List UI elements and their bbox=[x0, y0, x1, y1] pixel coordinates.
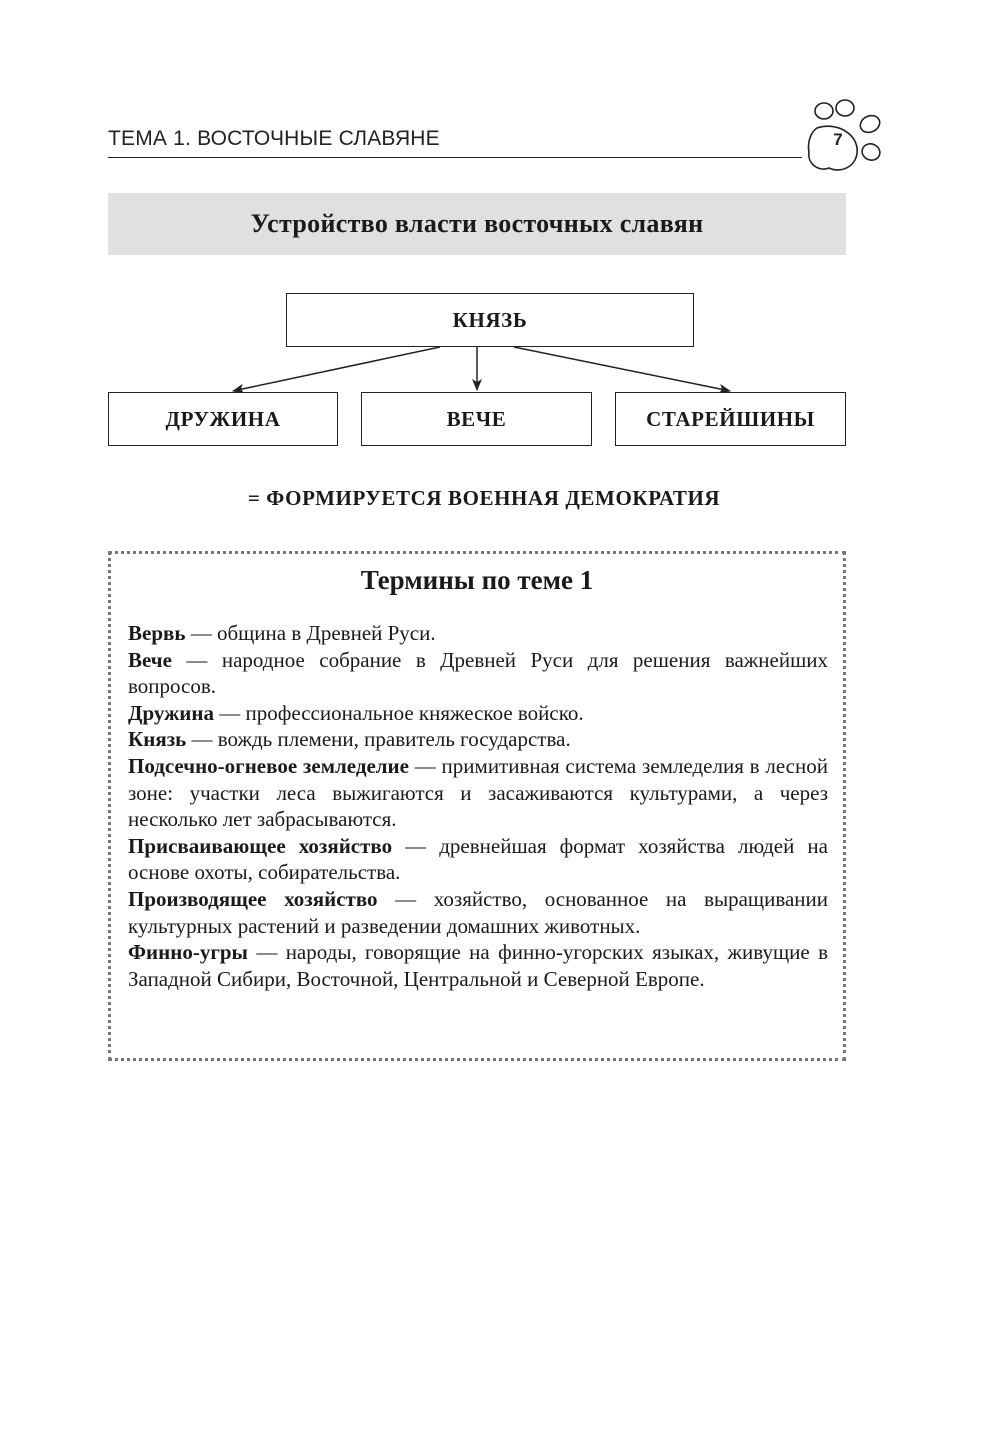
term-name: Присваивающее хозяйство bbox=[128, 833, 393, 858]
terms-title: Термины по теме 1 bbox=[360, 565, 594, 595]
veche-box bbox=[361, 392, 592, 446]
term-name: Дружина bbox=[128, 700, 214, 725]
term-definition: — примитивная система земледелия в лесной зоне: участки леса выжигаются и засаживаются культурами, а через несколько лет забрасываются. bbox=[128, 753, 828, 832]
diagram-result: = ФОРМИРУЕТСЯ ВОЕННАЯ ДЕМОКРАТИЯ bbox=[247, 486, 721, 510]
veche-label: ВЕЧЕ bbox=[446, 406, 507, 431]
term-definition: — община в Древней Руси. bbox=[185, 621, 436, 645]
running-header: ТЕМА 1. ВОСТОЧНЫЕ СЛАВЯНЕ bbox=[108, 127, 440, 150]
term-name: Подсечно-огневое земледелие bbox=[128, 753, 409, 778]
term-entry bbox=[128, 833, 828, 886]
prince-label: КНЯЗЬ bbox=[452, 307, 528, 332]
term-definition: — народное собрание в Древней Руси для решения важнейших вопросов. bbox=[128, 647, 828, 699]
term-name: Финно-угры bbox=[128, 940, 248, 965]
section-title: Устройство власти восточных славян bbox=[250, 209, 704, 238]
term-entry bbox=[128, 886, 828, 939]
term-definition: — народы, говорящие на финно-угорских языках, живущие в Западной Сибири, Восточной, Центральной и Северной Европе. bbox=[128, 940, 828, 991]
term-name: Производящее хозяйство bbox=[128, 886, 378, 911]
arrow-to-druzhina bbox=[233, 347, 440, 391]
term-name: Вервь bbox=[128, 621, 186, 645]
term-entry bbox=[128, 700, 828, 727]
term-name: Князь bbox=[128, 727, 187, 752]
terms-list bbox=[128, 620, 828, 992]
term-definition: — вождь племени, правитель государства. bbox=[186, 727, 571, 752]
druzhina-label: ДРУЖИНА bbox=[165, 406, 281, 431]
term-definition: — профессиональное княжеское войско. bbox=[214, 700, 584, 725]
elders-label: СТАРЕЙШИНЫ bbox=[646, 406, 815, 431]
term-entry bbox=[128, 726, 828, 753]
page-number: 7 bbox=[833, 130, 843, 149]
druzhina-box bbox=[108, 392, 338, 446]
hierarchy-arrows bbox=[0, 0, 1000, 460]
term-definition: — хозяйство, основанное на выращивании культурных растений и разведении домашних животных. bbox=[128, 886, 828, 938]
arrow-to-elders bbox=[514, 347, 730, 391]
term-definition: — древнейшая формат хозяйства людей на основе охоты, собирательства. bbox=[128, 833, 828, 885]
term-entry bbox=[128, 647, 828, 700]
term-entry bbox=[128, 620, 828, 647]
term-name: Вече bbox=[128, 647, 172, 672]
term-entry bbox=[128, 753, 828, 833]
term-entry bbox=[128, 939, 828, 992]
elders-box bbox=[615, 392, 846, 446]
